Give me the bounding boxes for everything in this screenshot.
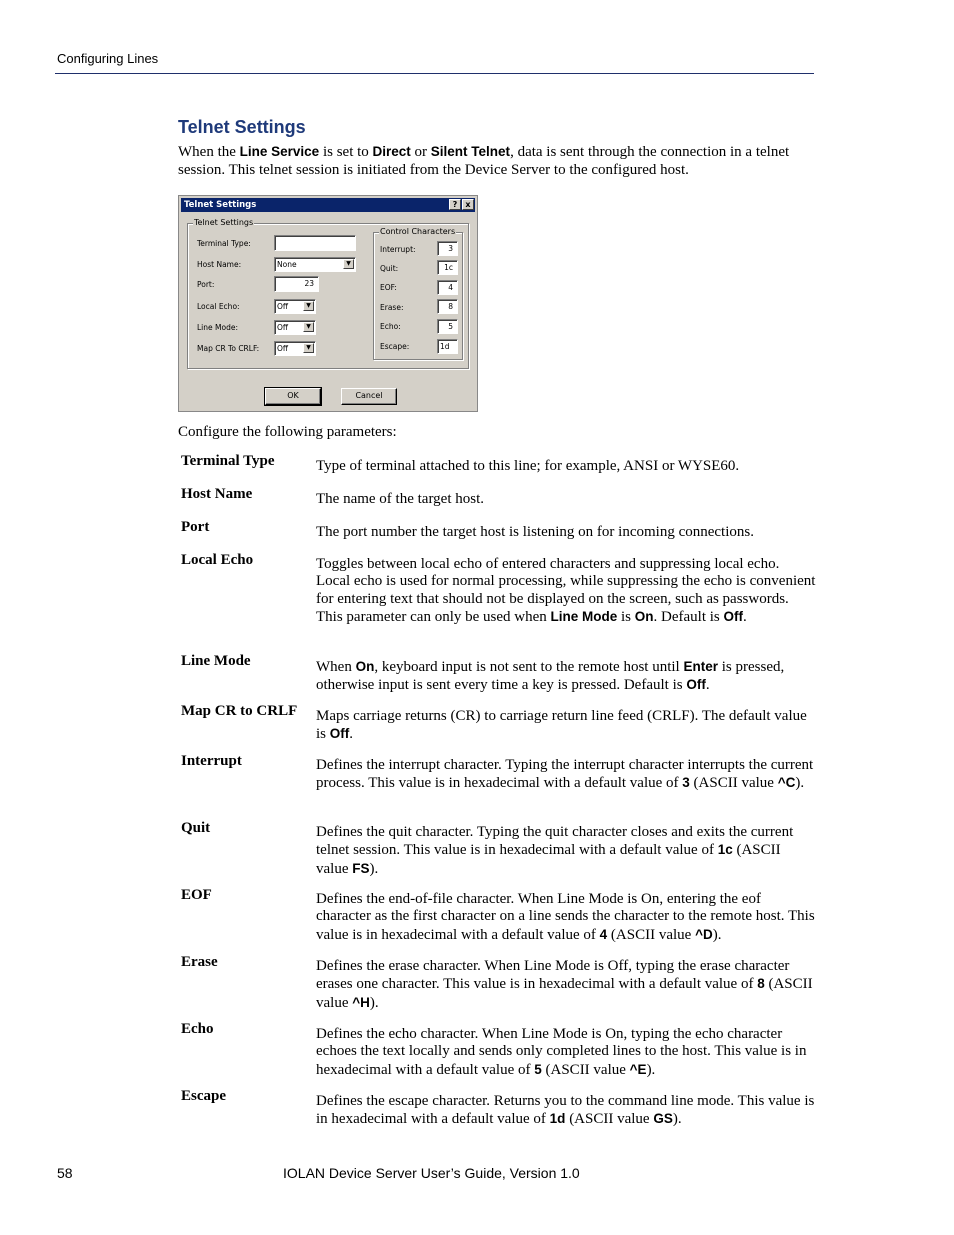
- escape-input[interactable]: 1d: [437, 339, 458, 354]
- term-erase: Erase: [181, 954, 218, 970]
- local-echo-select[interactable]: [274, 299, 316, 314]
- quit-label: Quit:: [380, 264, 399, 273]
- term-line-mode: Line Mode: [181, 653, 251, 669]
- page-number: 58: [57, 1165, 73, 1181]
- line-mode-value: Off: [277, 323, 289, 332]
- echo-label: Echo:: [380, 322, 401, 331]
- local-echo-label: Local Echo:: [197, 302, 240, 311]
- interrupt-label: Interrupt:: [380, 245, 416, 254]
- header-rule: [55, 73, 814, 74]
- host-name-label: Host Name:: [197, 260, 242, 269]
- term-escape: Escape: [181, 1088, 226, 1104]
- port-input[interactable]: 23: [274, 276, 319, 292]
- desc-interrupt: Defines the interrupt character. Typing the interrupt character interrupts the current process. This value is in hexadecimal with a default value of 3 (ASCII value ^C).: [316, 757, 814, 792]
- eof-label: EOF:: [380, 283, 397, 292]
- erase-label: Erase:: [380, 303, 404, 312]
- local-echo-value: Off: [277, 302, 289, 311]
- running-header: Configuring Lines: [57, 51, 159, 66]
- desc-eof: Defines the end-of-file character. When Line Mode is On, entering the eof character as the first character on a line sends the character to the remote host. This value is in hexadecimal with a default value of 4 (ASCII value ^D).: [316, 891, 815, 943]
- desc-echo: Defines the echo character. When Line Mode is On, typing the echo character echoes the text locally and sends only completed lines to the host. This value is in hexadecimal with a default value of 5 (ASCII value ^E).: [316, 1026, 807, 1078]
- erase-input[interactable]: 8: [437, 299, 458, 314]
- term-host-name: Host Name: [181, 486, 253, 502]
- dialog-title: Telnet Settings: [184, 200, 257, 210]
- desc-local-echo: Toggles between local echo of entered characters and suppressing local echo. Local echo is used for normal processing, while suppressing the echo is convenient for entering text that should not be displayed on the screen, such as passwords. This parameter can only be used when Line Mode is On. Default is Off.: [316, 556, 816, 625]
- term-quit: Quit: [181, 820, 211, 836]
- dialog-titlebar: [181, 198, 475, 212]
- line-mode-label: Line Mode:: [197, 323, 238, 332]
- terminal-type-input[interactable]: [274, 235, 356, 251]
- desc-terminal-type: Type of terminal attached to this line; for example, ANSI or WYSE60.: [316, 458, 740, 474]
- telnet-settings-group-label: Telnet Settings: [194, 218, 254, 227]
- map-cr-label: Map CR To CRLF:: [197, 344, 260, 353]
- host-name-select[interactable]: [274, 257, 356, 272]
- eof-input[interactable]: 4: [437, 280, 458, 295]
- desc-erase: Defines the erase character. When Line Mode is Off, typing the erase character erases one character. This value is in hexadecimal with a default value of 8 (ASCII value ^H).: [316, 958, 813, 1011]
- ok-button[interactable]: OK: [265, 388, 321, 405]
- escape-label: Escape:: [380, 342, 410, 351]
- desc-map-cr: Maps carriage returns (CR) to carriage return line feed (CRLF). The default value is Off.: [316, 708, 807, 743]
- desc-escape: Defines the escape character. Returns you to the command line mode. This value is in hexadecimal with a default value of 1d (ASCII value GS).: [316, 1093, 815, 1128]
- map-cr-value: Off: [277, 344, 289, 353]
- configure-intro: Configure the following parameters:: [178, 424, 397, 440]
- interrupt-input[interactable]: 3: [437, 241, 458, 256]
- chevron-down-icon[interactable]: ▼: [303, 301, 314, 311]
- control-characters-group-label: Control Characters: [380, 227, 456, 236]
- desc-quit: Defines the quit character. Typing the quit character closes and exits the current telnet session. This value is in hexadecimal with a default value of 1c (ASCII value FS).: [316, 824, 794, 877]
- term-echo: Echo: [181, 1021, 214, 1037]
- section-title: Telnet Settings: [178, 117, 306, 137]
- term-map-cr: Map CR to CRLF: [181, 703, 298, 719]
- map-cr-select[interactable]: [274, 341, 316, 356]
- port-label: Port:: [197, 280, 215, 289]
- telnet-settings-dialog: [181, 198, 475, 409]
- term-port: Port: [181, 519, 210, 535]
- chevron-down-icon[interactable]: ▼: [343, 259, 354, 269]
- quit-input[interactable]: 1c: [437, 260, 458, 275]
- desc-host-name: The name of the target host.: [316, 491, 485, 507]
- term-local-echo: Local Echo: [181, 552, 254, 568]
- chevron-down-icon[interactable]: ▼: [303, 343, 314, 353]
- term-terminal-type: Terminal Type: [181, 453, 275, 469]
- term-eof: EOF: [181, 887, 212, 903]
- echo-input[interactable]: 5: [437, 319, 458, 334]
- footer-doc-title: IOLAN Device Server User’s Guide, Version 1.0: [283, 1165, 580, 1181]
- close-button[interactable]: x: [462, 199, 474, 210]
- cancel-button[interactable]: Cancel: [341, 388, 397, 405]
- help-button[interactable]: ?: [449, 199, 461, 210]
- host-name-value: None: [277, 260, 297, 269]
- desc-line-mode: When On, keyboard input is not sent to the remote host until Enter is pressed, otherwise input is sent every time a key is pressed. Default is Off.: [316, 659, 785, 694]
- term-interrupt: Interrupt: [181, 753, 242, 769]
- chevron-down-icon[interactable]: ▼: [303, 322, 314, 332]
- terminal-type-label: Terminal Type:: [197, 239, 251, 248]
- intro-paragraph: When the Line Service is set to Direct or Silent Telnet, data is sent through the connection in a telnet session. This telnet session is initiated from the Device Server to the configured host.: [178, 144, 790, 178]
- telnet-settings-dialog-figure: [178, 195, 478, 412]
- line-mode-select[interactable]: [274, 320, 316, 335]
- desc-port: The port number the target host is listening on for incoming connections.: [316, 524, 754, 540]
